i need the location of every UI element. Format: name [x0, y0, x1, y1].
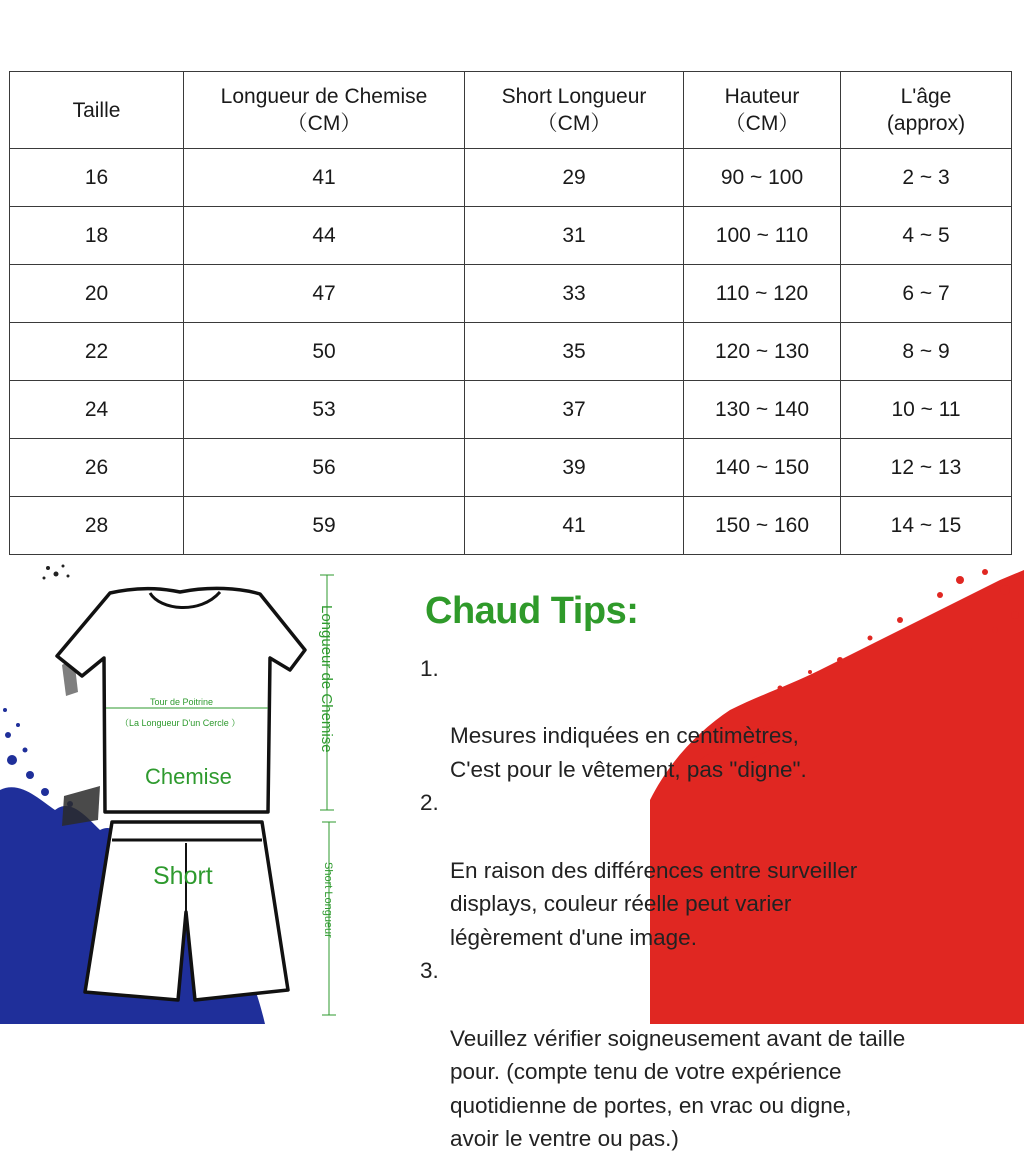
cell-short: 33: [465, 265, 684, 323]
cell-chemise: 53: [184, 381, 465, 439]
cell-hauteur: 130 ~ 140: [684, 381, 841, 439]
cell-taille: 24: [10, 381, 184, 439]
table-row: [10, 439, 1012, 497]
header-hauteur: Hauteur （CM）: [684, 72, 841, 149]
size-guide-illustration: [0, 560, 1024, 1152]
header-taille: Taille: [10, 72, 184, 149]
cell-chemise: 59: [184, 497, 465, 555]
cell-taille: 28: [10, 497, 184, 555]
tip-item: [420, 954, 1000, 1156]
cell-chemise: 44: [184, 207, 465, 265]
tip-number: 2.: [420, 790, 439, 816]
cell-age: 4 ~ 5: [841, 207, 1012, 265]
cell-hauteur: 100 ~ 110: [684, 207, 841, 265]
tip-number: 3.: [420, 958, 439, 984]
tip-item: [420, 652, 1000, 786]
header-longueur-chemise: Longueur de Chemise （CM）: [184, 72, 465, 149]
cell-age: 12 ~ 13: [841, 439, 1012, 497]
tip-text: Veuillez vérifier soigneusement avant de taille pour. (compte tenu de votre expérience quotidienne de portes, en vrac ou digne, avoir le ventre ou pas.): [450, 1025, 906, 1152]
vertical-short-label: Short Longueur: [322, 862, 334, 938]
cell-hauteur: 150 ~ 160: [684, 497, 841, 555]
table-row: [10, 323, 1012, 381]
vertical-chemise-label: Longueur de Chemise: [318, 605, 335, 753]
header-short-longueur: Short Longueur （CM）: [465, 72, 684, 149]
chemise-label: Chemise: [145, 764, 232, 789]
cell-age: 14 ~ 15: [841, 497, 1012, 555]
cell-taille: 26: [10, 439, 184, 497]
cell-age: 6 ~ 7: [841, 265, 1012, 323]
table-row: [10, 207, 1012, 265]
cell-taille: 20: [10, 265, 184, 323]
cell-short: 41: [465, 497, 684, 555]
tip-item: [420, 786, 1000, 954]
table-row: [10, 149, 1012, 207]
cell-short: 35: [465, 323, 684, 381]
cell-hauteur: 120 ~ 130: [684, 323, 841, 381]
short-label: Short: [153, 862, 213, 890]
tips-title: Chaud Tips:: [425, 590, 639, 632]
cell-age: 10 ~ 11: [841, 381, 1012, 439]
cell-short: 39: [465, 439, 684, 497]
cell-hauteur: 90 ~ 100: [684, 149, 841, 207]
tip-text: Mesures indiquées en centimètres, C'est pour le vêtement, pas "digne".: [450, 723, 807, 782]
table-row: [10, 497, 1012, 555]
table-header-row: [10, 72, 1012, 149]
cell-short: 31: [465, 207, 684, 265]
cell-short: 29: [465, 149, 684, 207]
cell-chemise: 50: [184, 323, 465, 381]
tip-text: En raison des différences entre surveiller displays, couleur réelle peut varier légèrement d'une image.: [450, 857, 858, 950]
cell-chemise: 47: [184, 265, 465, 323]
cell-taille: 16: [10, 149, 184, 207]
cell-short: 37: [465, 381, 684, 439]
cell-hauteur: 110 ~ 120: [684, 265, 841, 323]
cell-chemise: 56: [184, 439, 465, 497]
size-chart-table: [9, 71, 1012, 555]
cercle-label: （La Longueur D'un Cercle ）: [120, 718, 241, 728]
cell-age: 8 ~ 9: [841, 323, 1012, 381]
cell-taille: 22: [10, 323, 184, 381]
tip-number: 1.: [420, 656, 439, 681]
header-age: L'âge (approx): [841, 72, 1012, 149]
cell-age: 2 ~ 3: [841, 149, 1012, 207]
table-row: [10, 265, 1012, 323]
table-row: [10, 381, 1012, 439]
cell-hauteur: 140 ~ 150: [684, 439, 841, 497]
tour-de-poitrine-label: Tour de Poitrine: [150, 697, 214, 707]
tips-list: [420, 652, 1000, 1156]
cell-chemise: 41: [184, 149, 465, 207]
cell-taille: 18: [10, 207, 184, 265]
